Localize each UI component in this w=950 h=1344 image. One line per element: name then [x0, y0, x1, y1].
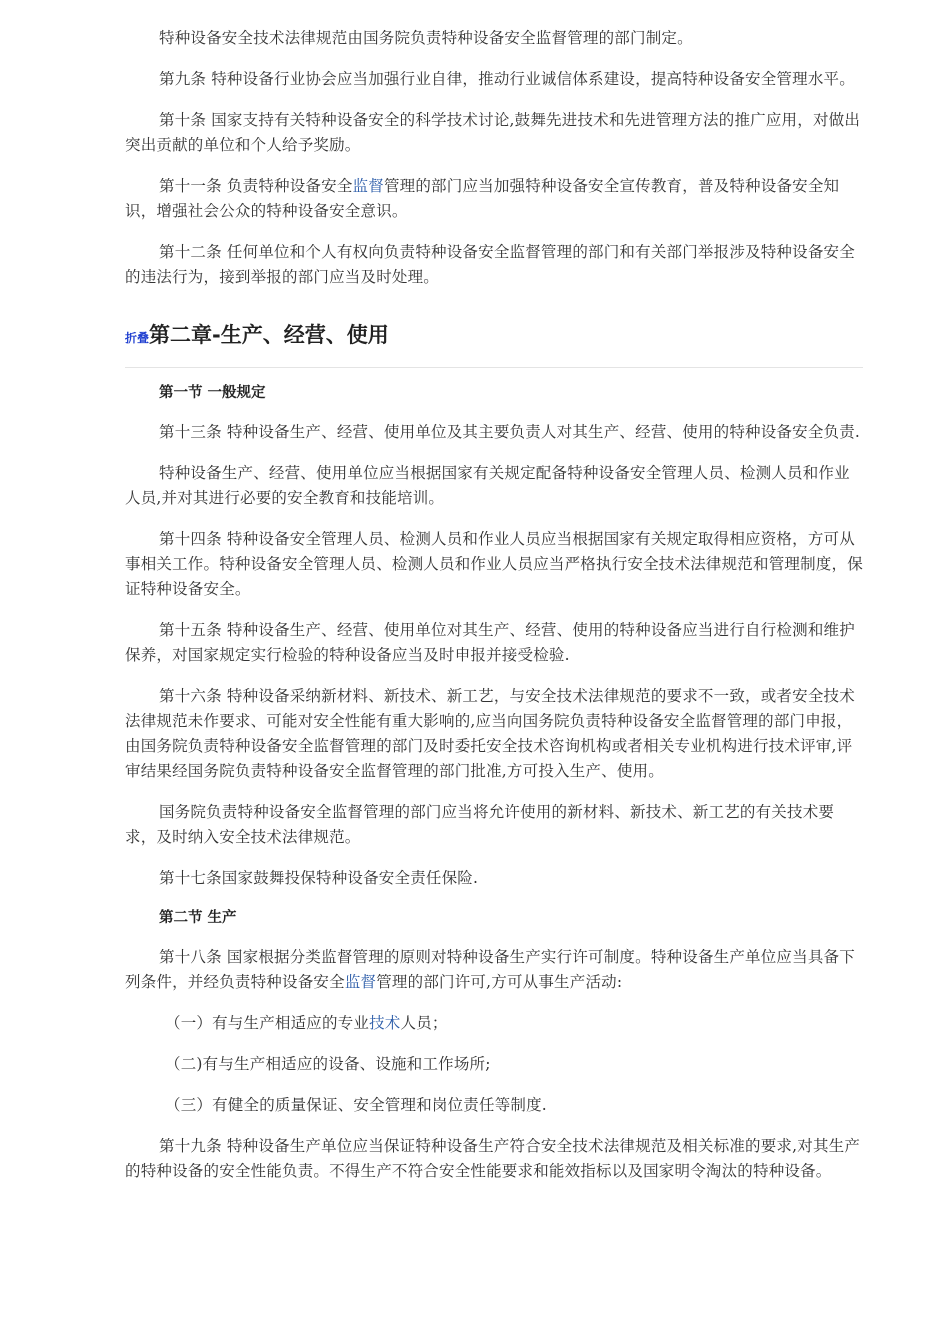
document-page: [125, 26, 863, 1200]
paragraph-article-16: 第十六条 特种设备采纳新材料、新技术、新工艺，与安全技术法律规范的要求不一致，或者安全技术法律规范未作要求、可能对安全性能有重大影响的,应当向国务院负责特种设备安全监督管理的部门申报，由国务院负责特种设备安全监督管理的部门及时委托安全技术咨询机构或者相关专业机构进行技术评审,评审结果经国务院负责特种设备安全监督管理的部门批准,方可投入生产、使用。: [125, 687, 855, 780]
paragraph-article-14: 第十四条 特种设备安全管理人员、检测人员和作业人员应当根据国家有关规定取得相应资格，方可从事相关工作。特种设备安全管理人员、检测人员和作业人员应当严格执行安全技术法律规范和管理制度，保证特种设备安全。: [125, 530, 863, 598]
link-supervision-2[interactable]: 监督: [344, 973, 377, 991]
chapter-heading: [125, 320, 863, 368]
section-title-general: 第一节 一般规定: [159, 385, 266, 401]
list-item-3: （三）有健全的质量保证、安全管理和岗位责任等制度.: [165, 1096, 547, 1114]
paragraph-article-12: 第十二条 任何单位和个人有权向负责特种设备安全监督管理的部门和有关部门举报涉及特种设备安全的违法行为，接到举报的部门应当及时处理。: [125, 243, 855, 286]
paragraph-article-10: 第十条 国家支持有关特种设备安全的科学技术讨论,鼓舞先进技术和先进管理方法的推广应用，对做出突出贡献的单位和个人给予奖励。: [125, 111, 861, 154]
paragraph-article-13-b: 特种设备生产、经营、使用单位应当根据国家有关规定配备特种设备安全管理人员、检测人员和作业人员,并对其进行必要的安全教育和技能培训。: [125, 464, 850, 507]
item-1-text-post: 人员；: [400, 1014, 448, 1032]
section-title-production: 第二节 生产: [159, 910, 237, 926]
paragraph-tech-rules: 特种设备安全技术法律规范由国务院负责特种设备安全监督管理的部门制定。: [159, 29, 693, 47]
paragraph-article-17: 第十七条国家鼓舞投保特种设备安全责任保险.: [159, 869, 479, 887]
item-1-text-pre: （一）有与生产相适应的专业: [165, 1014, 370, 1032]
paragraph-article-18: [125, 945, 863, 995]
fold-toggle[interactable]: 折叠: [125, 331, 150, 345]
link-supervision[interactable]: 监督: [352, 177, 384, 195]
paragraph-article-9: 第九条 特种设备行业协会应当加强行业自律，推动行业诚信体系建设，提高特种设备安全管理水平。: [159, 70, 855, 88]
list-item-2: （二)有与生产相适应的设备、设施和工作场所;: [165, 1055, 491, 1073]
list-item-1: [125, 1011, 863, 1036]
chapter-title: 第二章-生产、经营、使用: [149, 323, 389, 347]
article-11-text-pre: 第十一条 负责特种设备安全: [159, 177, 353, 195]
paragraph-article-15: 第十五条 特种设备生产、经营、使用单位对其生产、经营、使用的特种设备应当进行自行检测和维护保养，对国家规定实行检验的特种设备应当及时申报并接受检验.: [125, 621, 855, 664]
article-18-text-post: 管理的部门许可,方可从事生产活动:: [376, 973, 623, 991]
link-technology[interactable]: 技术: [369, 1014, 401, 1032]
paragraph-article-16-b: 国务院负责特种设备安全监督管理的部门应当将允许使用的新材料、新技术、新工艺的有关技术要求，及时纳入安全技术法律规范。: [125, 803, 835, 846]
paragraph-article-19: 第十九条 特种设备生产单位应当保证特种设备生产符合安全技术法律规范及相关标准的要求,对其生产的特种设备的安全性能负责。不得生产不符合安全性能要求和能效指标以及国家明令淘汰的特种设备。: [125, 1137, 861, 1180]
article-11-text-post: 管理的部门应当加强特种设备安全宣传教育，普及特种设备安全知识，增强社会公众的特种设备安全意识。: [125, 177, 840, 220]
article-18-text-pre: 第十八条 国家根据分类监督管理的原则对特种设备生产实行许可制度。特种设备生产单位应当具备下列条件，并经负责特种设备安全: [125, 948, 855, 991]
paragraph-article-11: [125, 174, 863, 224]
paragraph-article-13: 第十三条 特种设备生产、经营、使用单位及其主要负责人对其生产、经营、使用的特种设备安全负责.: [159, 423, 861, 441]
